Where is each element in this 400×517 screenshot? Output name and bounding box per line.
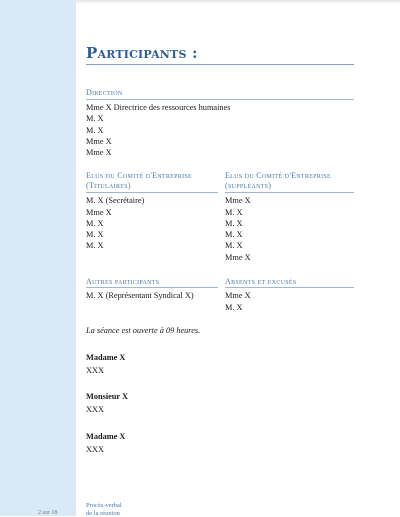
section-label-absents: Absents et excusés	[225, 277, 297, 287]
speaker-text: XXX	[86, 445, 104, 454]
absent-member: M. X	[225, 302, 243, 313]
titulaire-member: M. X (Secrétaire)	[86, 195, 144, 206]
direction-member: Mme X	[86, 136, 112, 147]
suppleant-member: M. X	[225, 207, 243, 218]
section-divider-direction	[86, 99, 354, 100]
suppleant-member: M. X	[225, 229, 243, 240]
speaker-name: Monsieur X	[86, 392, 128, 401]
section-label-direction: Direction	[86, 88, 122, 98]
suppleant-member: Mme X	[225, 252, 251, 263]
section-label-line: Elus du Comité d'Entreprise	[86, 171, 192, 181]
footer-document-title	[86, 502, 122, 517]
section-divider-elus-titulaires	[86, 192, 218, 193]
section-divider-absents	[225, 287, 354, 288]
speaker-text: XXX	[86, 405, 104, 414]
direction-member: M. X	[86, 125, 104, 136]
titulaire-member: M. X	[86, 218, 104, 229]
section-label-line: Elus du Comité d'Entreprise	[225, 171, 331, 181]
suppleant-member: Mme X	[225, 195, 251, 206]
title-divider	[86, 64, 354, 65]
footer-page-number: 2 sur 18	[38, 510, 57, 516]
left-margin-band	[0, 0, 76, 516]
footer-title-line: Procès-verbal	[86, 502, 122, 510]
suppleant-member: M. X	[225, 240, 243, 251]
titulaire-member: M. X	[86, 240, 104, 251]
section-divider-elus-suppleants	[225, 192, 354, 193]
absent-member: Mme X	[225, 290, 251, 301]
titulaire-member: Mme X	[86, 207, 112, 218]
speaker-name: Madame X	[86, 353, 125, 362]
section-label-elus-titulaires	[86, 171, 192, 191]
opening-statement: La séance est ouverte à 09 heures.	[86, 326, 200, 335]
section-label-line: (suppléants)	[225, 181, 331, 191]
titulaire-member: M. X	[86, 229, 104, 240]
direction-member: Mme X Directrice des ressources humaines	[86, 102, 230, 113]
direction-member: Mme X	[86, 147, 112, 158]
autre-member: M. X (Représentant Syndical X)	[86, 290, 194, 301]
suppleant-member: M. X	[225, 218, 243, 229]
direction-member: M. X	[86, 113, 104, 124]
section-label-line: (Titulaires)	[86, 181, 192, 191]
speaker-name: Madame X	[86, 432, 125, 441]
footer-title-line: de la réunion	[86, 510, 122, 517]
section-label-elus-suppleants	[225, 171, 331, 191]
page-title: Participants :	[86, 44, 354, 62]
section-divider-autres	[86, 287, 218, 288]
speaker-text: XXX	[86, 366, 104, 375]
section-label-autres: Autres participants	[86, 277, 159, 287]
